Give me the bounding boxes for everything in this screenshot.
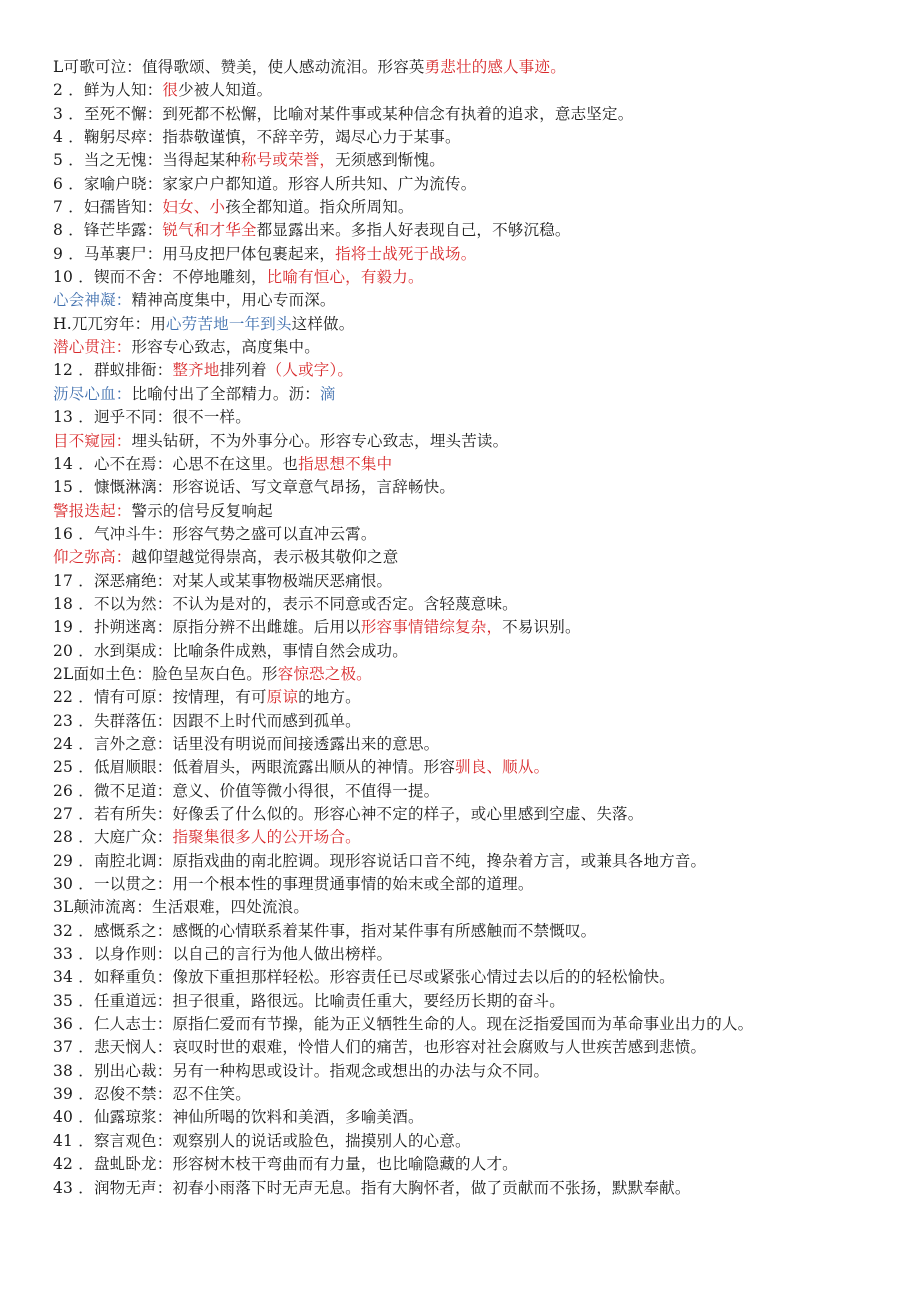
entry-highlight-red: （人或字）。	[266, 361, 354, 380]
idiom-entry	[53, 663, 843, 686]
idiom-list-document	[53, 56, 843, 1200]
idiom-entry	[53, 873, 843, 896]
idiom-entry	[53, 1060, 843, 1083]
entry-text: 埋头钻研，不为外事分心。形容专心致志，埋头苦读。	[131, 431, 509, 450]
entry-text: 18 ．不以为然：不认为是对的，表示不同意或否定。含轻蔑意味。	[53, 594, 518, 613]
entry-highlight-red: 勇悲壮的感人事迹。	[424, 58, 566, 76]
entry-highlight-red: 警报迭起：	[53, 501, 132, 520]
entry-text: 43 ．润物无声：初春小雨落下时无声无息。指有大胸怀者，做了贡献而不张扬，默默奉献。	[53, 1178, 691, 1197]
idiom-entry	[53, 826, 843, 849]
idiom-entry	[53, 850, 843, 873]
entry-text: 6 ．家喻户晓：家家户户都知道。形容人所共知、广为流传。	[53, 174, 477, 193]
entry-text: 排列着	[219, 361, 267, 380]
entry-highlight-red: 指将士战死于战场。	[335, 244, 477, 263]
entry-text: 警示的信号反复响起	[131, 501, 273, 520]
entry-text: 比喻付出了全部精力。沥：	[131, 384, 320, 403]
idiom-entry	[53, 430, 843, 453]
idiom-entry	[53, 1036, 843, 1059]
entry-text: 精神高度集中，用心专而深。	[131, 291, 336, 310]
entry-text: 42 ．盘虬卧龙：形容树木枝干弯曲而有力量，也比喻隐藏的人才。	[53, 1155, 518, 1174]
idiom-entry	[53, 593, 843, 616]
entry-text: 这样做。	[291, 314, 355, 333]
idiom-entry	[53, 103, 843, 126]
idiom-entry	[53, 780, 843, 803]
entry-text: 30 ．一以贯之：用一个根本性的事理贯通事情的始末或全部的道理。	[53, 875, 534, 894]
entry-text: 3 ．至死不懈：到死都不松懈，比喻对某件事或某种信念有执着的追求，意志坚定。	[53, 104, 634, 123]
idiom-entry	[53, 383, 843, 406]
idiom-entry	[53, 126, 843, 149]
entry-text: 35 ．任重道远：担子很重，路很远。比喻责任重大，要经历长期的奋斗。	[53, 991, 565, 1010]
idiom-entry	[53, 243, 843, 266]
entry-text: 越仰望越觉得崇高，表示极其敬仰之意	[131, 548, 399, 567]
entry-text: 36 ．仁人志士：原指仁爱而有节操，能为正义牺牲生命的人。现在泛指爱国而为革命事业出力的人。	[53, 1015, 754, 1034]
idiom-entry	[53, 56, 843, 79]
entry-text: 16 ．气冲斗牛：形容气势之盛可以直冲云霄。	[53, 524, 377, 543]
entry-highlight-red: 称号或荣誉，	[240, 151, 336, 170]
entry-text: 32 ．感慨系之：感慨的心情联系着某件事，指对某件事有所感触而不禁慨叹。	[53, 921, 597, 940]
entry-text: 不易识别。	[502, 618, 581, 637]
entry-highlight-red: 整齐地	[172, 361, 220, 380]
entry-text: 8 ．锋芒毕露：	[53, 221, 163, 240]
entry-highlight-red: 比喻有恒心，有毅力。	[266, 268, 424, 287]
entry-text: 26 ．微不足道：意义、价值等微小得很，不值得一提。	[53, 781, 440, 800]
entry-highlight-red: 很	[162, 81, 179, 100]
entry-highlight-red: 原谅	[266, 688, 299, 707]
idiom-entry	[53, 1130, 843, 1153]
idiom-entry	[53, 710, 843, 733]
entry-text: 38 ．别出心裁：另有一种构思或设计。指观念或想出的办法与众不同。	[53, 1061, 550, 1080]
idiom-entry	[53, 756, 843, 779]
entry-highlight-red: 锐气和才华全	[162, 221, 257, 240]
idiom-entry	[53, 966, 843, 989]
entry-text: 33 ．以身作则：以自己的言行为他人做出榜样。	[53, 945, 393, 964]
idiom-entry	[53, 616, 843, 639]
idiom-entry	[53, 219, 843, 242]
idiom-entry	[53, 79, 843, 102]
idiom-entry	[53, 640, 843, 663]
entry-text: 4 ．鞠躬尽瘁：指恭敬谨慎，不辞辛劳，竭尽心力于某事。	[53, 128, 461, 147]
entry-text: 5 ．当之无愧：当得起某种	[53, 151, 241, 170]
idiom-entry	[53, 173, 843, 196]
entry-highlight-red: 指聚集很多人的公开场合。	[172, 828, 361, 847]
idiom-entry	[53, 359, 843, 382]
entry-text: 14 ．心不在焉：心思不在这里。也	[53, 454, 299, 473]
entry-text: 2 ．鲜为人知：	[53, 81, 163, 100]
entry-text: H.兀兀穷年：用	[53, 314, 167, 333]
entry-text: 3L颠沛流离：生活艰难，四处流浪。	[53, 898, 310, 917]
entry-text: 19 ．扑朔迷离：原指分辨不出雌雄。后用以	[53, 618, 361, 637]
idiom-entry	[53, 289, 843, 312]
entry-text: 34 ．如释重负：像放下重担那样轻松。形容责任已尽或紧张心情过去以后的的轻松愉快。	[53, 968, 675, 987]
entry-text: 孩全都知道。指众所周知。	[225, 198, 414, 217]
entry-highlight-red: 指思想不集中	[298, 454, 393, 473]
entry-text: 28 ．大庭广众：	[53, 828, 173, 847]
entry-text: 9 ．马革裹尸：用马皮把尸体包裹起来，	[53, 244, 336, 263]
idiom-entry	[53, 1153, 843, 1176]
idiom-entry	[53, 733, 843, 756]
entry-text: 27 ．若有所失：好像丢了什么似的。形容心神不定的样子，或心里感到空虚、失落。	[53, 805, 644, 823]
entry-highlight-red: 潜心贯注：	[53, 338, 132, 357]
entry-text: 23 ．失群落伍：因跟不上时代而感到孤单。	[53, 711, 361, 730]
entry-text: 37 ．悲天悯人：哀叹时世的艰难，怜惜人们的痛苦，也形容对社会腐败与人世疾苦感到悲愤。	[53, 1038, 707, 1057]
entry-highlight-red: 容惊恐之极。	[277, 664, 372, 683]
idiom-entry	[53, 803, 843, 826]
entry-text: 25 ．低眉顺眼：低着眉头，两眼流露出顺从的神情。形容	[53, 758, 456, 777]
entry-text: 24 ．言外之意：话里没有明说而间接透露出来的意思。	[53, 734, 440, 753]
idiom-entry	[53, 1106, 843, 1129]
entry-text: 29 ．南腔北调：原指戏曲的南北腔调。现形容说话口音不纯，搀杂着方言，或兼具各地方音。	[53, 851, 707, 870]
idiom-entry	[53, 1177, 843, 1200]
entry-highlight-blue: 心会神凝：	[53, 291, 132, 310]
entry-highlight-red: 形容事情错综复杂，	[360, 618, 503, 637]
entry-highlight-red: 仰之弥高：	[53, 548, 132, 567]
entry-text: 17 ．深恶痛绝：对某人或某事物极端厌恶痛恨。	[53, 571, 393, 590]
entry-text: 41 ．察言观色：观察别人的说话或脸色，揣摸别人的心意。	[53, 1131, 471, 1150]
entry-text: 10 ．锲而不舍：不停地雕刻，	[53, 268, 267, 287]
idiom-entry	[53, 313, 843, 336]
entry-text: 39 ．忍俊不禁：忍不住笑。	[53, 1085, 251, 1104]
entry-highlight-blue: 心劳苦地一年到头	[166, 314, 292, 333]
idiom-entry	[53, 570, 843, 593]
idiom-entry	[53, 453, 843, 476]
idiom-entry	[53, 196, 843, 219]
entry-highlight-blue: 沥尽心血：	[53, 384, 132, 403]
idiom-entry	[53, 523, 843, 546]
idiom-entry	[53, 500, 843, 523]
entry-text: 无须感到惭愧。	[335, 151, 445, 170]
idiom-entry	[53, 1013, 843, 1036]
idiom-entry	[53, 686, 843, 709]
entry-text: L可歌可泣：值得歌颂、赞美，使人感动流泪。形容英	[53, 58, 425, 76]
entry-text: 都显露出来。多指人好表现自己，不够沉稳。	[256, 221, 571, 240]
entry-text: 2L面如土色：脸色呈灰白色。形	[53, 664, 278, 683]
entry-text: 20 ．水到渠成：比喻条件成熟，事情自然会成功。	[53, 641, 408, 660]
idiom-entry	[53, 920, 843, 943]
idiom-entry	[53, 149, 843, 172]
entry-text: 7 ．妇孺皆知：	[53, 198, 163, 217]
idiom-entry	[53, 896, 843, 919]
entry-text: 形容专心致志，高度集中。	[131, 338, 320, 357]
idiom-entry	[53, 406, 843, 429]
entry-text: 22 ．情有可原：按情理，有可	[53, 688, 267, 707]
entry-highlight-red: 驯良、顺从。	[455, 758, 550, 777]
idiom-entry	[53, 546, 843, 569]
idiom-entry	[53, 943, 843, 966]
entry-text: 的地方。	[298, 688, 361, 707]
entry-text: 40 ．仙露琼浆：神仙所喝的饮料和美酒，多喻美酒。	[53, 1108, 424, 1127]
idiom-entry	[53, 1083, 843, 1106]
idiom-entry	[53, 266, 843, 289]
idiom-entry	[53, 476, 843, 499]
idiom-entry	[53, 990, 843, 1013]
entry-text: 13 ．迥乎不同：很不一样。	[53, 408, 251, 427]
entry-text: 少被人知道。	[178, 81, 273, 100]
entry-highlight-blue: 滴	[319, 384, 336, 403]
entry-highlight-red: 目不窥园：	[53, 431, 132, 450]
entry-text: 15 ．慷慨淋漓：形容说话、写文章意气昂扬，言辞畅快。	[53, 478, 456, 497]
entry-text: 12 ．群蚁排衙：	[53, 361, 173, 380]
entry-highlight-red: 妇女、小	[162, 198, 226, 217]
idiom-entry	[53, 336, 843, 359]
